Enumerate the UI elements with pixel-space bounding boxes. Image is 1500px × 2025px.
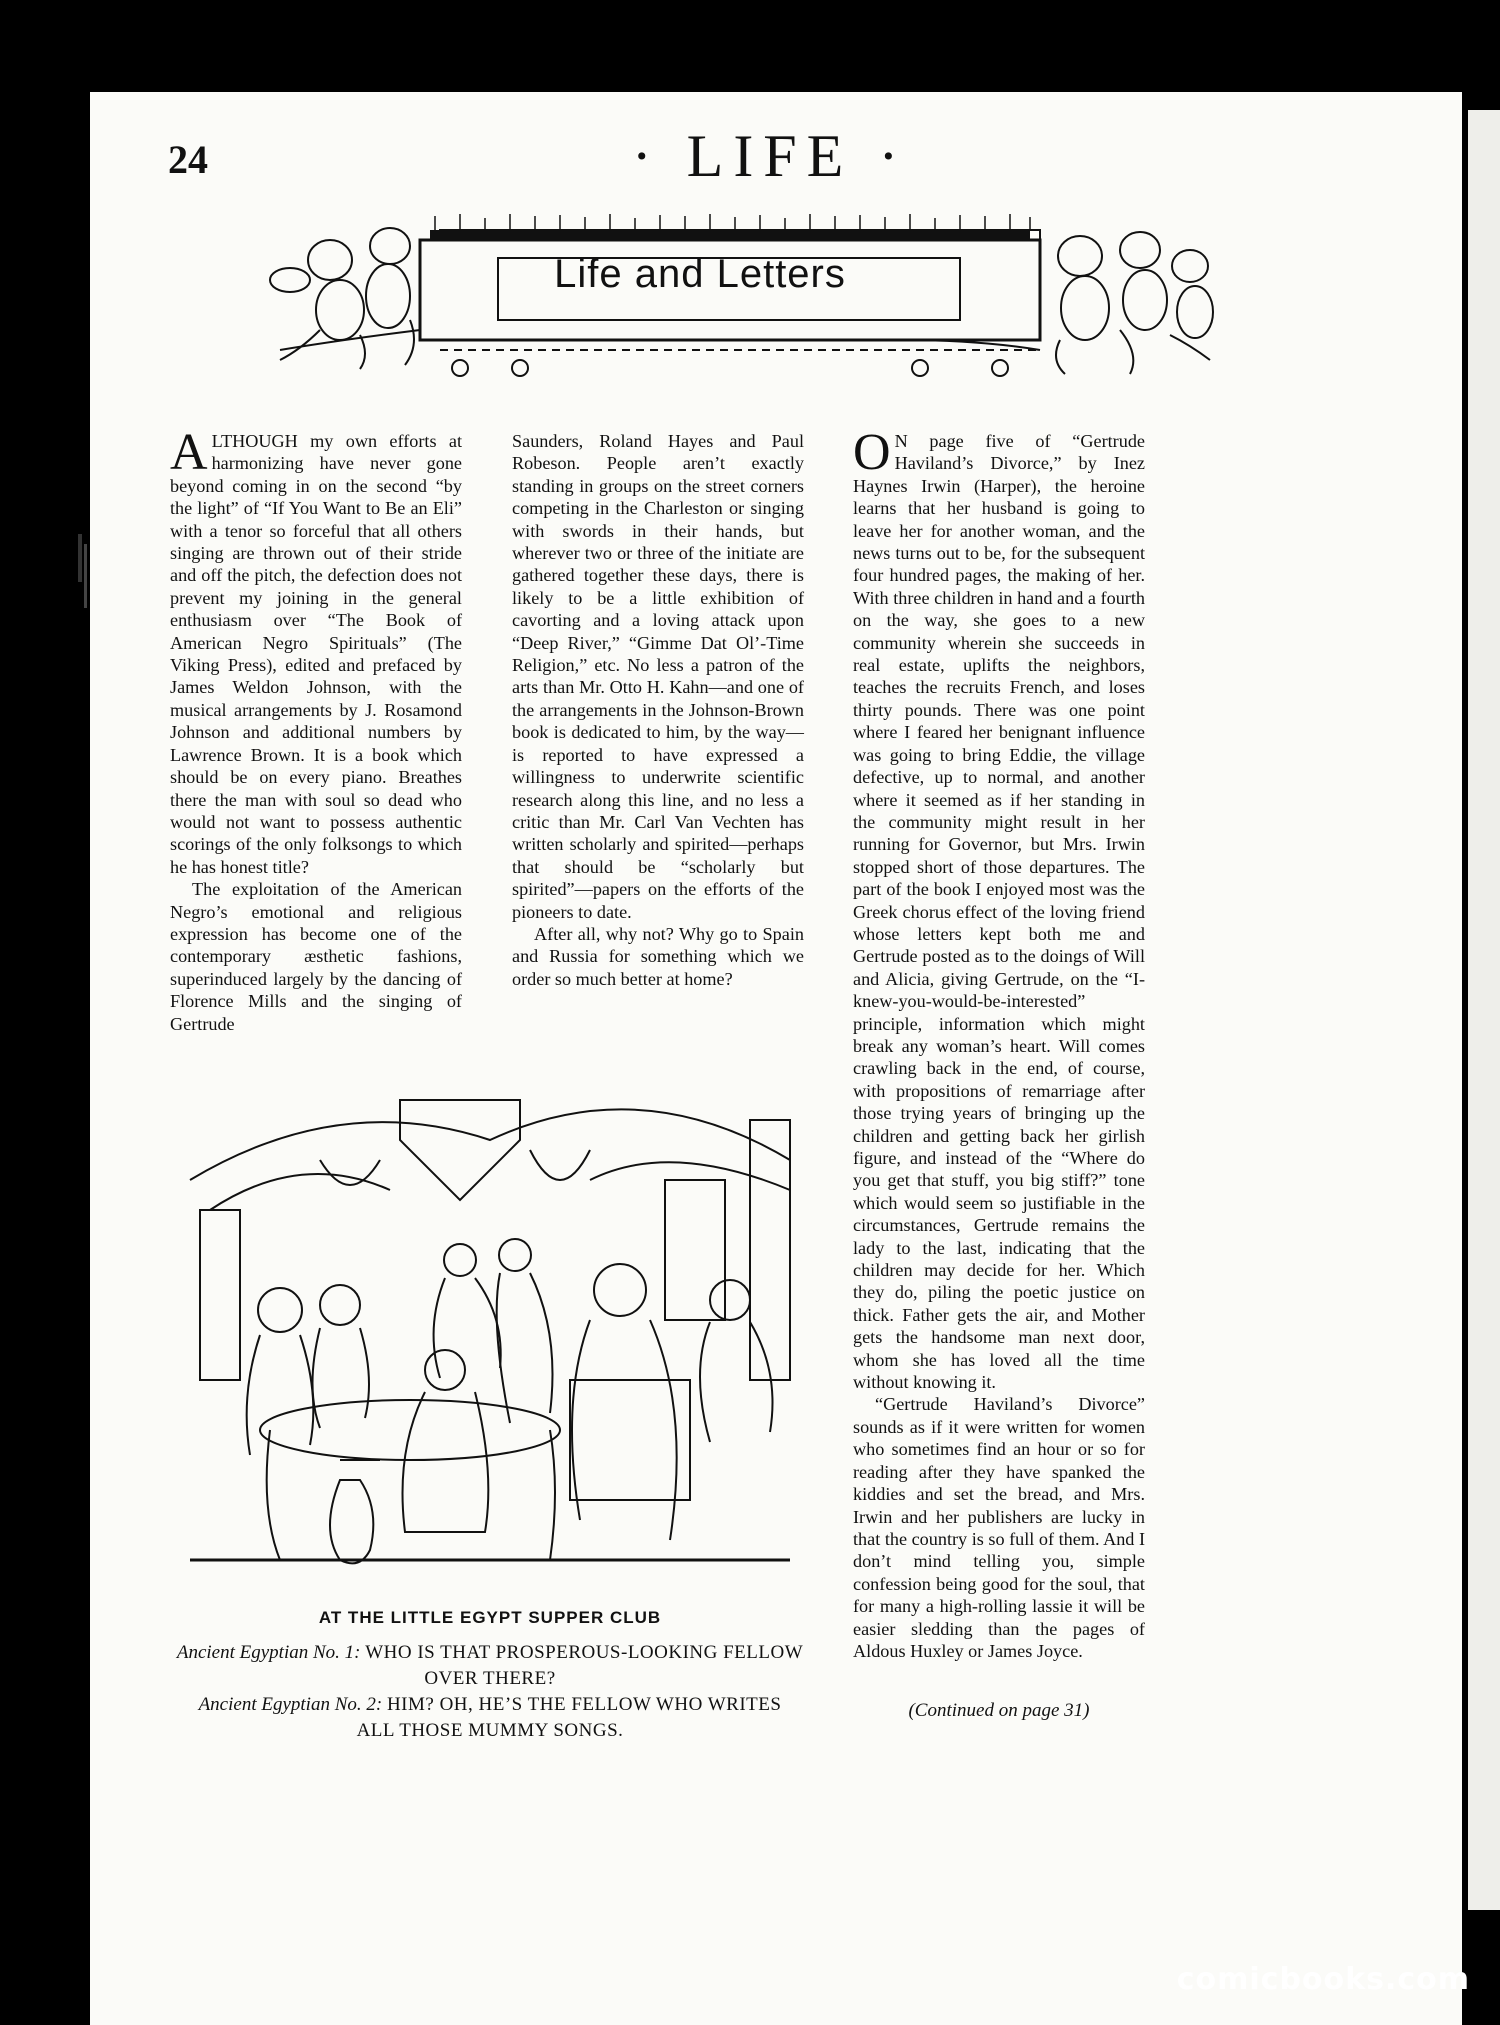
scan-artifact [78,534,82,582]
paragraph: Saunders, Roland Hayes and Paul Robeson. People aren’t exactly standing in groups on the street corners competing in the Charleston or singing with swords in their hands, but wherever two or three of the initiate are gathered together these days, there is likely to be a little exhibition of cavorting and a loving attack upon “Deep River,” “Gimme Dat Ol’-Time Religion,” etc. No less a patron of the arts than Mr. Otto H. Kahn—and one of the arrangements in the Johnson-Brown book is dedicated to him, by the way—is reported to have expressed a willingness to underwrite scientific research along this line, and no less a critic than Mr. Carl Van Vechten has written scholarly and spirited—perhaps that should be “scholarly but spirited”—papers on the efforts of the pioneers to date. [512,431,804,922]
paragraph: ALTHOUGH my own efforts at harmonizing have never gone beyond coming in on the second “by the light” of “If You Want to Be an Eli” with a tenor so forceful that all others singing are thrown out of their stride and off the pitch, the defection does not prevent my joining in the general enthusiasm over “The Book of American Negro Spirituals” (The Viking Press), edited and prefaced by James Weldon Johnson, with the musical arrangements by J. Rosamond Johnson and additional numbers by Lawrence Brown. It is a book which should be on every piano. Breathes there the man with soul so dead who would not want to possess authentic scorings of the only folksongs to which he has honest title? [170,424,462,877]
article-column-2 [512,430,804,990]
paragraph: The exploitation of the American Negro’s emotional and religious expression has become one of the contemporary æsthetic fashions, superinduced largely by the dancing of Florence Mills and the singing of Gertrude [170,879,462,1034]
paragraph: ON page five of “Gertrude Haviland’s Divorce,” by Inez Haynes Irwin (Harper), the heroine learns that her husband is going to leave her for another woman, and the news turns out to be, for the subsequent four hundred pages, the making of her. With three children in hand and a fourth on the way, she goes to a new community wherein she succeeds in real estate, uplifts the neighbors, teaches the recruits French, and loses thirty pounds. There was one point where I feared her benignant influence was going to bring Eddie, the village defective, up to normal, and another where it seemed as if her standing in the community might result in her running for Governor, but Mrs. Irwin stopped short of those departures. The part of the book I enjoyed most was the Greek chorus effect of the loving friend whose letters kept both me and Gertrude posted as to the doings of Will and Alicia, giving Gertrude, on the “I-knew-you-would-be-interested” principle, information which might break any woman’s heart. Will comes crawling back in the end, of course, with propositions of remarriage after those trying years of bringing up the children and getting back her girlish figure, and instead of the “Where do you get that stuff, you big stiff?” tone which would seem so justifiable in the circumstances, Gertrude remains the lady to the last, indicating that the children may decide for her. Which they do, piling the poetic justice on thick. Father gets the air, and Mother gets the handsome man next door, whom she has loved all the time without knowing it. [853,424,1145,1393]
dialogue-line-1 [170,1640,810,1692]
continued-note [853,1700,1145,1722]
continued-text: (Continued on page 31) [908,1700,1090,1721]
dialogue-text: ALL THOSE MUMMY SONGS. [356,1720,624,1741]
dialogue-text: HIM? OH, HE’S THE FELLOW WHO WRITES [386,1694,782,1715]
masthead-title: · LIFE · [631,123,909,189]
speaker-label: Ancient Egyptian No. 1: [176,1642,361,1663]
illustration-dialogue [170,1640,810,1744]
article-column-1 [170,424,462,1035]
illustration-caption-title: AT THE LITTLE EGYPT SUPPER CLUB [318,1608,662,1627]
paragraph: After all, why not? Why go to Spain and Russia for something which we order so much better at home? [512,923,804,989]
dialogue-line-3 [170,1718,810,1744]
dialogue-line-2 [170,1692,810,1718]
adjacent-page-edge [1468,110,1500,1910]
speaker-label: Ancient Egyptian No. 2: [198,1694,383,1715]
supper-club-illustration [170,1060,810,1590]
dialogue-text: WHO IS THAT PROSPEROUS-LOOKING FELLOW OVER THERE? [365,1642,804,1689]
article-column-3 [853,424,1145,1662]
department-title: Life and Letters [554,252,846,296]
site-watermark: comicbooks.com [1176,1962,1470,1997]
paragraph: “Gertrude Haviland’s Divorce” sounds as if it were written for women who sometimes find an hour or so for reading after they have spanked the kiddies and set the bread, and Mrs. Irwin and her publishers are lucky in that the country is so full of them. And I don’t mind telling you, simple confession being good for the soul, that for many a high-rolling lassie it will be easier sledding than the pages of Aldous Huxley or James Joyce. [853,1394,1145,1661]
scan-artifact [84,544,87,608]
page-number: 24 [168,137,208,182]
